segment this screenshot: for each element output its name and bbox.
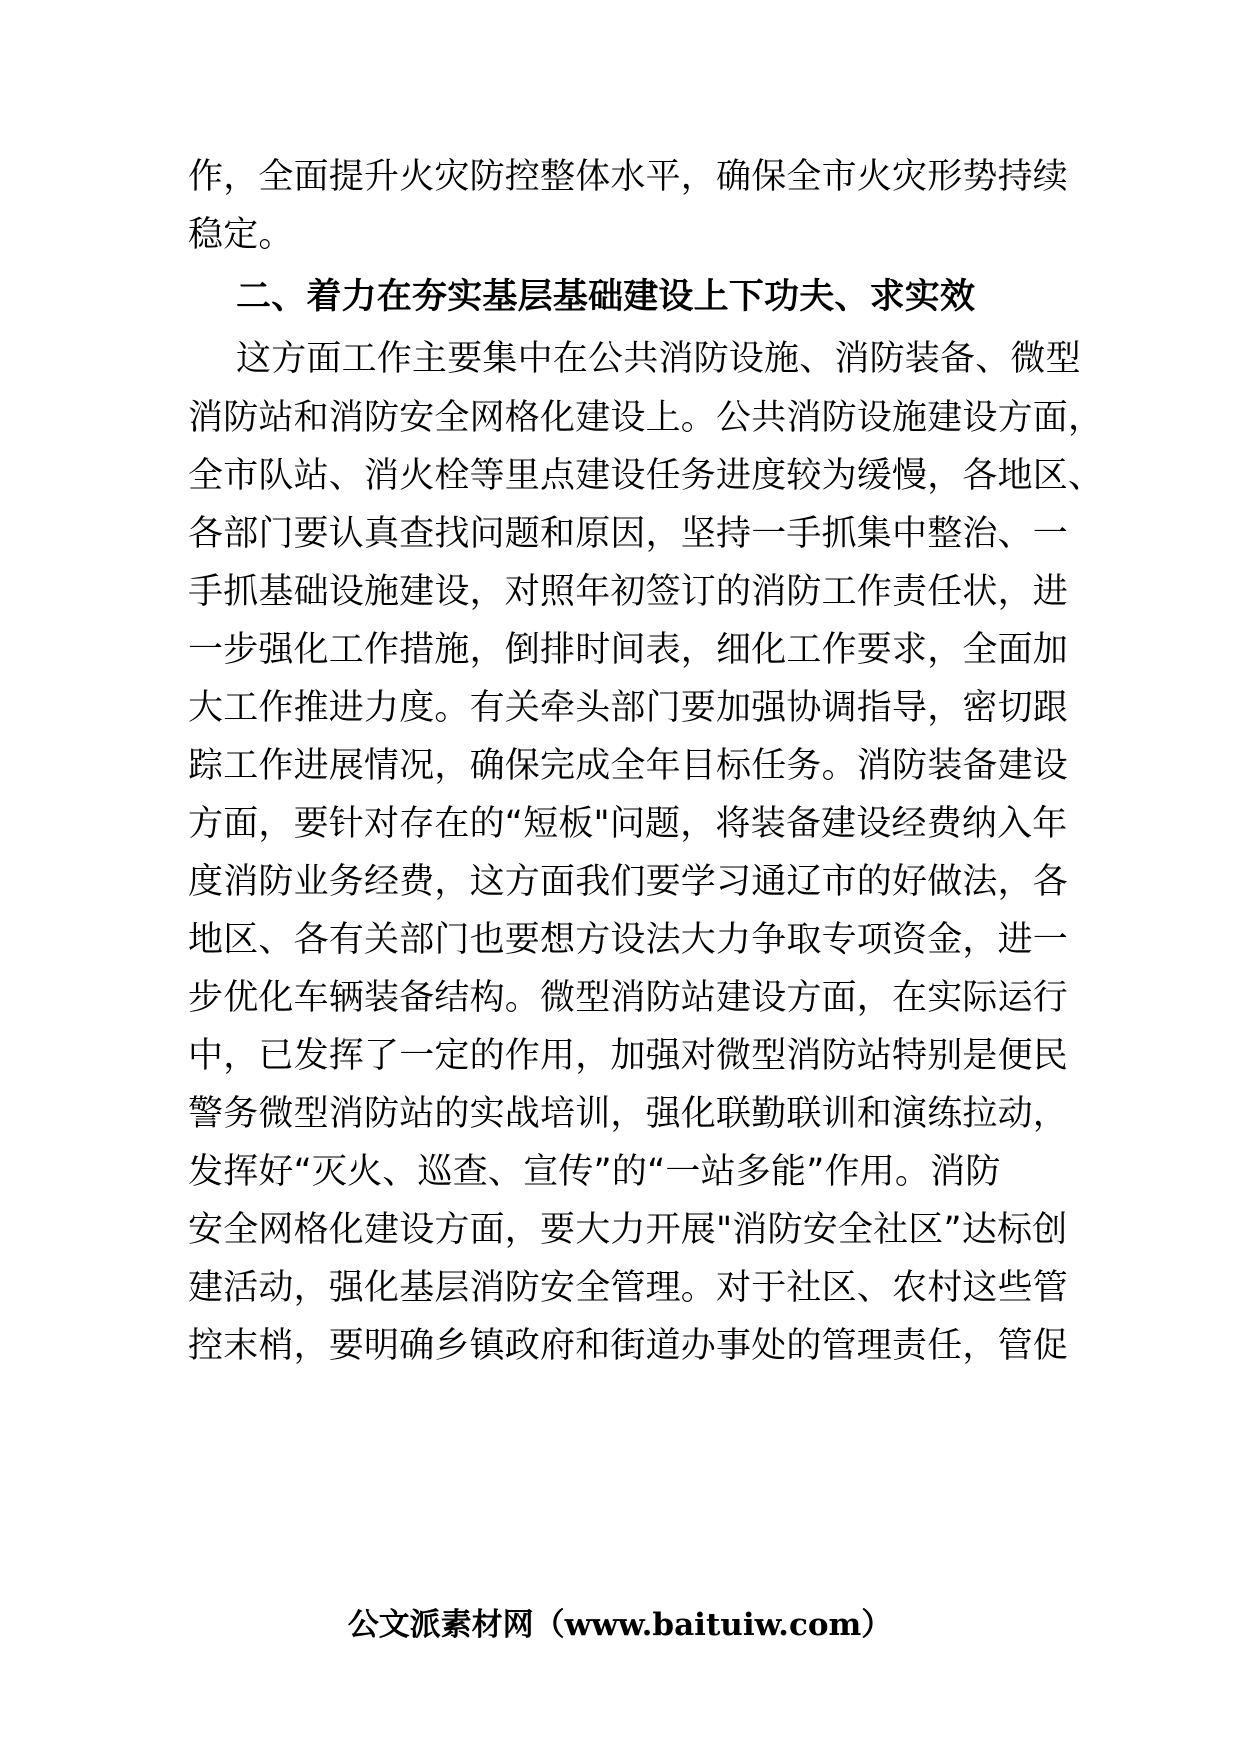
text-line: 步优化车辆装备结构。微型消防站建设方面，在实际运行 <box>188 978 1069 1018</box>
text-line: 建活动，强化基层消防安全管理。对于社区、农村这些管 <box>188 1268 1069 1308</box>
text-line: 大工作推进力度。有关牵头部门要加强协调指导，密切跟 <box>188 688 1069 728</box>
text-line: 消防站和消防安全网格化建设上。公共消防设施建设方面， <box>188 398 1104 438</box>
text-line: 方面，要针对存在的“短板"问题，将装备建设经费纳入年 <box>188 804 1068 844</box>
text-line: 安全网格化建设方面，要大力开展"消防安全社区”达标创 <box>188 1210 1068 1250</box>
text-line: 稳定。 <box>188 215 294 255</box>
text-line: 中，已发挥了一定的作用，加强对微型消防站特别是便民 <box>188 1036 1069 1076</box>
text-line: 各部门要认真查找问题和原因，坚持一手抓集中整治、一 <box>188 514 1069 554</box>
text-line: 警务微型消防站的实战培训，强化联勤联训和演练拉动， <box>188 1094 1069 1134</box>
section-heading: 二、着力在夯实基层基础建设上下功夫、求实效 <box>236 277 976 317</box>
paragraph-first-line: 这方面工作主要集中在公共消防设施、消防装备、微型 <box>236 339 1081 379</box>
text-line: 度消防业务经费，这方面我们要学习通辽市的好做法，各 <box>188 862 1069 902</box>
footer-source: 公文派素材网（www.baituiw.com） <box>347 1607 893 1643</box>
text-line: 一步强化工作措施，倒排时间表，细化工作要求，全面加 <box>188 630 1069 670</box>
text-line: 手抓基础设施建设，对照年初签订的消防工作责任状，进 <box>188 572 1069 612</box>
text-line: 作，全面提升火灾防控整体水平，确保全市火灾形势持续 <box>188 157 1069 197</box>
text-line: 地区、各有关部门也要想方设法大力争取专项资金，进一 <box>188 920 1069 960</box>
text-line: 控末梢，要明确乡镇政府和街道办事处的管理责任，管促 <box>188 1326 1069 1366</box>
text-line: 全市队站、消火栓等里点建设任务进度较为缓慢，各地区、 <box>188 456 1104 496</box>
text-line: 踪工作进展情况，确保完成全年目标任务。消防装备建设 <box>188 746 1069 786</box>
text-line: 发挥好“灭火、巡查、宣传”的“一站多能”作用。消防 <box>188 1152 1001 1192</box>
